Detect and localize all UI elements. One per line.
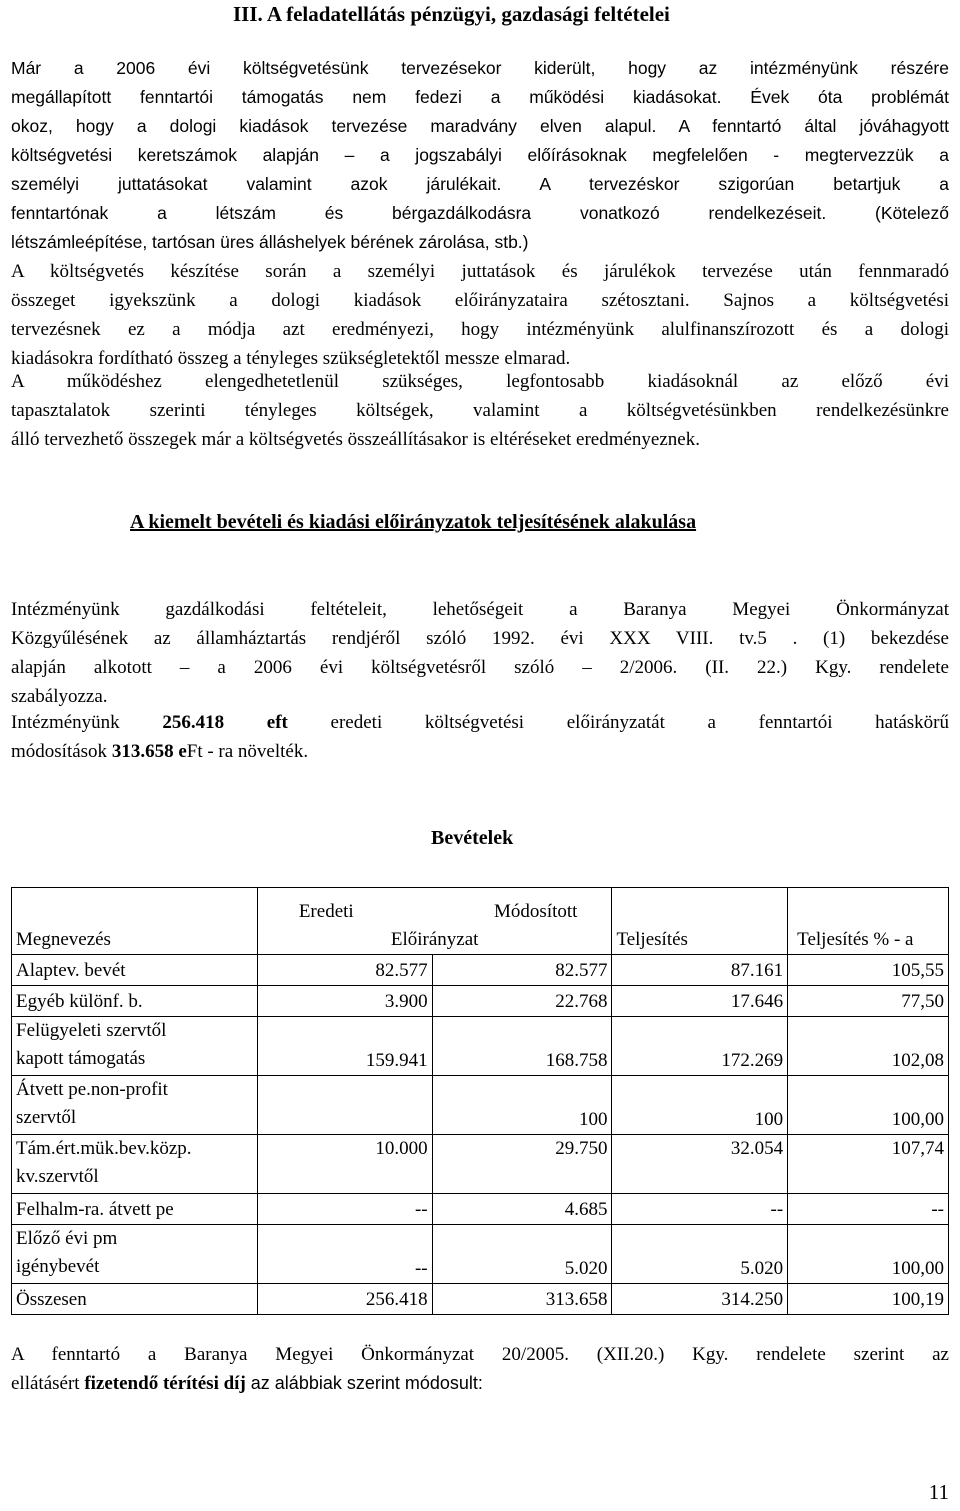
paragraph-6 — [11, 1340, 949, 1398]
row-original: -- — [257, 1194, 432, 1225]
row-pct: 77,50 — [788, 986, 949, 1017]
row-done: 100 — [612, 1076, 788, 1135]
table-row — [12, 1076, 949, 1135]
paragraph-3 — [11, 367, 949, 454]
text-segment: Ft - ra növelték. — [186, 741, 309, 762]
row-name-line: szervtől — [16, 1107, 77, 1128]
original-budget-amount: 256.418 eft — [162, 712, 288, 733]
paragraph-3-line: A működéshez elengedhetetlenül szükséges, legfontosabb kiadásoknál az előző évi — [11, 371, 949, 392]
table-title: Bevételek — [431, 827, 514, 849]
paragraph-2-line: összeget igyekszünk a dologi kiadások előirányzataira szétosztani. Sajnos a költségvetési — [11, 290, 949, 311]
paragraph-6-line — [11, 1369, 949, 1398]
header-appropriation: Előirányzat — [390, 929, 479, 950]
paragraph-2 — [11, 257, 949, 373]
row-pct: 107,74 — [788, 1135, 949, 1194]
row-name-line: igénybevét — [16, 1256, 100, 1277]
row-modified: 22.768 — [432, 986, 612, 1017]
paragraph-5-line — [11, 708, 949, 737]
paragraph-2-line: tervezésnek ez a módja azt eredményezi, hogy intézményünk alulfinanszírozott és a dologi — [11, 319, 949, 340]
row-done: 32.054 — [612, 1135, 788, 1194]
table-row — [12, 1194, 949, 1225]
revenue-table — [11, 887, 949, 1315]
row-name — [12, 1017, 258, 1076]
row-done: 17.646 — [612, 986, 788, 1017]
paragraph-1-segment: okoz, hogy a dologi kiadások tervezése maradvány elven alapul. — [11, 116, 657, 136]
row-original: -- — [257, 1225, 432, 1284]
row-original — [257, 1076, 432, 1135]
row-done: 172.269 — [612, 1017, 788, 1076]
row-modified: 82.577 — [432, 955, 612, 986]
header-done: Teljesítés — [612, 888, 788, 955]
row-name-line: kapott támogatás — [16, 1048, 146, 1069]
text-segment: módosítások — [11, 741, 112, 762]
row-name: Egyéb különf. b. — [12, 986, 258, 1017]
paragraph-1-line — [11, 112, 949, 141]
row-modified: 313.658 — [432, 1284, 612, 1315]
table-row — [12, 1017, 949, 1076]
row-name: Felhalm-ra. átvett pe — [12, 1194, 258, 1225]
paragraph-3-line: tapasztalatok szerinti tényleges költségek, valamint a költségvetésünkben rendelkezésünkre — [11, 400, 949, 421]
paragraph-1-tail: A fenntartó által jóváhagyott — [656, 116, 949, 136]
paragraph-1-line: Már a 2006 évi költségvetésünk tervezésekor kiderült, hogy az intézményünk részére — [11, 58, 949, 78]
table-row — [12, 986, 949, 1017]
row-done: 5.020 — [612, 1225, 788, 1284]
paragraph-6-line: A fenntartó a Baranya Megyei Önkormányzat 20/2005. (XII.20.) Kgy. rendelete szerint az — [11, 1344, 949, 1365]
fee-term: fizetendő térítési díj — [84, 1373, 246, 1394]
row-modified: 5.020 — [432, 1225, 612, 1284]
header-name: Megnevezés — [12, 888, 258, 955]
row-modified: 4.685 — [432, 1194, 612, 1225]
text-segment: Intézményünk — [11, 712, 163, 733]
table-row — [12, 1225, 949, 1284]
row-done: 87.161 — [612, 955, 788, 986]
row-modified: 100 — [432, 1076, 612, 1135]
row-original: 82.577 — [257, 955, 432, 986]
row-pct: 105,55 — [788, 955, 949, 986]
row-original: 256.418 — [257, 1284, 432, 1315]
table-row-total — [12, 1284, 949, 1315]
table-row — [12, 955, 949, 986]
paragraph-4-line: Közgyűlésének az államháztartás rendjéről szóló 1992. évi XXX VIII. tv.5 . (1) bekezdése — [11, 628, 949, 649]
paragraph-1-line: létszámleépítése, tartósan üres álláshelyek bérének zárolása, stb.) — [11, 232, 529, 252]
row-pct: -- — [788, 1194, 949, 1225]
row-name: Alaptev. bevét — [12, 955, 258, 986]
section-title: A kiemelt bevételi és kiadási előirányzatok teljesítésének alakulása — [130, 511, 697, 533]
row-original: 10.000 — [257, 1135, 432, 1194]
row-original: 3.900 — [257, 986, 432, 1017]
paragraph-3-line: álló tervezhető összegek már a költségvetés összeállításakor is eltéréseket eredményeznek. — [11, 429, 700, 450]
header-original: Eredeti — [298, 901, 354, 922]
paragraph-1 — [11, 54, 949, 257]
paragraph-1-line: költségvetési keretszámok alapján – a jogszabályi előírásoknak megfelelően - megtervezzük a — [11, 145, 949, 165]
row-modified: 29.750 — [432, 1135, 612, 1194]
paragraph-1-line: megállapított fenntartói támogatás nem fedezi a működési kiadásokat. Évek óta problémát — [11, 87, 949, 107]
modified-budget-amount: 313.658 e — [111, 741, 187, 762]
row-done: -- — [612, 1194, 788, 1225]
paragraph-5-line — [11, 737, 949, 766]
text-segment: ellátásért — [11, 1373, 85, 1394]
text-segment: az alábbiak szerint módosult: — [245, 1373, 483, 1393]
paragraph-4-line: Intézményünk gazdálkodási feltételeit, lehetőségeit a Baranya Megyei Önkormányzat — [11, 599, 949, 620]
paragraph-1-line: fenntartónak a létszám és bérgazdálkodásra vonatkozó rendelkezéseit. (Kötelező — [11, 203, 949, 223]
paragraph-2-line: A költségvetés készítése során a személyi juttatások és járulékok tervezése után fennmaradó — [11, 261, 949, 282]
row-name — [12, 1225, 258, 1284]
paragraph-2-line: kiadásokra fordítható összeg a tényleges szükségletektől messze elmarad. — [11, 348, 571, 369]
row-original: 159.941 — [257, 1017, 432, 1076]
paragraph-1-line: személyi juttatásokat valamint azok járulékait. A tervezéskor szigorúan betartjuk a — [11, 174, 949, 194]
row-pct: 100,00 — [788, 1076, 949, 1135]
table-header-row — [12, 888, 949, 955]
table-row — [12, 1135, 949, 1194]
paragraph-4-line: alapján alkotott – a 2006 évi költségvetésről szóló – 2/2006. (II. 22.) Kgy. rendelete — [11, 657, 949, 678]
row-name-line: kv.szervtől — [16, 1166, 99, 1187]
row-name — [12, 1135, 258, 1194]
page-number: 11 — [928, 1480, 949, 1504]
row-pct: 100,19 — [788, 1284, 949, 1315]
header-modified: Módosított — [494, 901, 578, 922]
row-name: Összesen — [12, 1284, 258, 1315]
paragraph-4 — [11, 595, 949, 711]
row-name-line: Felügyeleti szervtől — [16, 1020, 167, 1041]
header-budget — [257, 888, 612, 955]
row-name-line: Előző évi pm — [16, 1228, 118, 1249]
chapter-heading: III. A feladatellátás pénzügyi, gazdasági feltételei — [233, 2, 670, 26]
row-modified: 168.758 — [432, 1017, 612, 1076]
paragraph-5 — [11, 708, 949, 766]
row-pct: 102,08 — [788, 1017, 949, 1076]
row-name-line: Tám.ért.mük.bev.közp. — [16, 1138, 192, 1159]
row-name-line: Átvett pe.non-profit — [16, 1079, 168, 1100]
paragraph-4-line: szabályozza. — [11, 686, 108, 707]
text-segment: eredeti költségvetési előirányzatát a fenntartói hatáskörű — [287, 712, 950, 733]
row-name — [12, 1076, 258, 1135]
row-done: 314.250 — [612, 1284, 788, 1315]
header-pct: Teljesítés % - a — [788, 888, 949, 955]
row-pct: 100,00 — [788, 1225, 949, 1284]
